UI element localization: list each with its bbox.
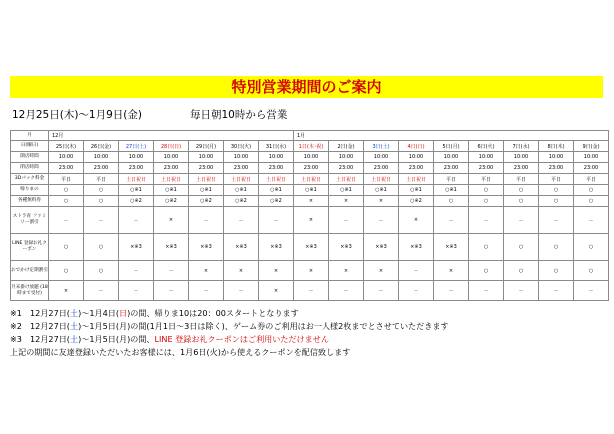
table-cell: ○ <box>84 261 119 281</box>
row-label: 閉店時間 <box>11 163 49 174</box>
table-cell: ○ <box>84 185 119 196</box>
table-cell: × <box>259 261 294 281</box>
table-cell: － <box>364 207 399 234</box>
table-cell: ×※3 <box>364 234 399 261</box>
note-4: 上記の期間に友達登録いただいたお客様には、1月6日(火)から使えるクーポンを配信致します <box>10 347 351 357</box>
table-cell: 23:00 <box>189 163 224 174</box>
table-cell: 土日祝日 <box>294 174 329 185</box>
table-cell: ○※2 <box>154 196 189 207</box>
table-cell: － <box>224 207 259 234</box>
table-cell: 10:00 <box>189 152 224 163</box>
table-row <box>11 196 609 207</box>
opening-hours: 毎日朝10時から営業 <box>190 109 288 121</box>
table-cell: 10:00 <box>49 152 84 163</box>
table-cell: × <box>364 261 399 281</box>
table-cell: ○ <box>574 185 609 196</box>
date-cell: 31日(水) <box>259 141 294 152</box>
table-cell: × <box>189 261 224 281</box>
table-cell: × <box>294 207 329 234</box>
table-cell: 23:00 <box>224 163 259 174</box>
table-cell: × <box>294 196 329 207</box>
table-cell: － <box>399 281 434 301</box>
table-cell: 平日 <box>504 174 539 185</box>
table-cell: 10:00 <box>329 152 364 163</box>
table-cell: － <box>294 281 329 301</box>
table-row <box>11 234 609 261</box>
table-cell: 土日祝日 <box>364 174 399 185</box>
row-label: 日(曜日) <box>11 141 49 152</box>
table-cell: － <box>189 207 224 234</box>
table-cell: ○ <box>539 234 574 261</box>
table-cell: ○※1 <box>224 185 259 196</box>
table-cell: － <box>154 281 189 301</box>
month-january: 1月 <box>294 131 609 141</box>
table-cell: － <box>399 261 434 281</box>
table-cell: 23:00 <box>469 163 504 174</box>
table-cell: 10:00 <box>469 152 504 163</box>
table-cell: ○※1 <box>294 185 329 196</box>
table-cell: ○※1 <box>154 185 189 196</box>
table-cell: － <box>329 207 364 234</box>
table-cell: × <box>399 207 434 234</box>
date-cell: 9日(金) <box>574 141 609 152</box>
table-row <box>11 261 609 281</box>
table-cell: 23:00 <box>259 163 294 174</box>
date-cell: 3日(土) <box>364 141 399 152</box>
table-cell: ○※2 <box>119 196 154 207</box>
date-cell: 26日(金) <box>84 141 119 152</box>
table-cell: 10:00 <box>154 152 189 163</box>
table-cell: ×※3 <box>189 234 224 261</box>
table-cell: 土日祝日 <box>189 174 224 185</box>
table-cell: × <box>224 261 259 281</box>
table-cell: ×※3 <box>329 234 364 261</box>
table-cell: ×※3 <box>224 234 259 261</box>
table-cell: × <box>294 261 329 281</box>
table-cell: × <box>329 196 364 207</box>
table-cell: ○※1 <box>329 185 364 196</box>
date-cell: 25日(木) <box>49 141 84 152</box>
table-cell: ×※3 <box>119 234 154 261</box>
table-cell: － <box>259 207 294 234</box>
table-cell: － <box>504 281 539 301</box>
table-cell: ○※1 <box>189 185 224 196</box>
table-cell: ○※1 <box>434 185 469 196</box>
schedule-table <box>10 130 609 301</box>
table-cell: ○ <box>49 196 84 207</box>
table-cell: ×※3 <box>434 234 469 261</box>
row-label: おでかけ定期割引 <box>11 261 49 281</box>
table-cell: ○※2 <box>399 196 434 207</box>
table-cell: ○ <box>84 196 119 207</box>
table-cell: － <box>119 207 154 234</box>
period-range: 12月25日(木)～1月9日(金) <box>12 109 142 121</box>
date-cell: 8日(木) <box>539 141 574 152</box>
date-cell: 27日(土) <box>119 141 154 152</box>
table-cell: ○ <box>539 261 574 281</box>
table-row <box>11 152 609 163</box>
table-cell: － <box>434 281 469 301</box>
table-cell: 23:00 <box>399 163 434 174</box>
date-cell: 7日(水) <box>504 141 539 152</box>
table-cell: 23:00 <box>434 163 469 174</box>
table-cell: 土日祝日 <box>399 174 434 185</box>
table-cell: 23:00 <box>154 163 189 174</box>
note-3: ※3 12月27日(土)～1月5日(月)の間、LINE 登録お礼クーポンはご利用いただけません <box>10 334 329 344</box>
table-cell: － <box>539 207 574 234</box>
date-row <box>11 141 609 152</box>
table-cell: × <box>259 281 294 301</box>
date-cell: 5日(月) <box>434 141 469 152</box>
table-cell: 平日 <box>469 174 504 185</box>
table-cell: 23:00 <box>504 163 539 174</box>
table-cell: － <box>154 261 189 281</box>
table-cell: × <box>49 281 84 301</box>
table-cell: ×※3 <box>154 234 189 261</box>
table-cell: 土日祝日 <box>224 174 259 185</box>
table-cell: － <box>119 261 154 281</box>
table-cell: 土日祝日 <box>259 174 294 185</box>
table-cell: 10:00 <box>364 152 399 163</box>
table-cell: 23:00 <box>574 163 609 174</box>
table-cell: ○ <box>469 261 504 281</box>
table-cell: 土日祝日 <box>329 174 364 185</box>
table-cell: ○ <box>49 261 84 281</box>
date-cell: 28日(日) <box>154 141 189 152</box>
table-cell: － <box>224 281 259 301</box>
notes <box>10 307 608 359</box>
table-cell: 土日祝日 <box>119 174 154 185</box>
table-cell: － <box>434 207 469 234</box>
table-cell: 10:00 <box>294 152 329 163</box>
row-label: 各種無料券 <box>11 196 49 207</box>
table-cell: － <box>189 281 224 301</box>
date-cell: 2日(金) <box>329 141 364 152</box>
table-cell: 23:00 <box>49 163 84 174</box>
table-cell: － <box>539 281 574 301</box>
table-cell: 10:00 <box>434 152 469 163</box>
page-title: 特別営業期間のご案内 <box>231 78 382 96</box>
table-cell: ○ <box>504 185 539 196</box>
table-cell: ×※3 <box>294 234 329 261</box>
table-cell: 10:00 <box>259 152 294 163</box>
table-cell: ○ <box>84 234 119 261</box>
table-row <box>11 207 609 234</box>
row-label: 帰りまの <box>11 185 49 196</box>
table-cell: ○※1 <box>364 185 399 196</box>
table-cell: 23:00 <box>539 163 574 174</box>
table-cell: ○ <box>49 185 84 196</box>
table-cell: 土日祝日 <box>154 174 189 185</box>
note-1: ※1 12月27日(土)～1月4日(日)の間、帰りま10は20：00スタートとなります <box>10 308 299 318</box>
table-cell: 10:00 <box>84 152 119 163</box>
table-cell: × <box>329 261 364 281</box>
table-cell: 平日 <box>434 174 469 185</box>
table-cell: ×※3 <box>399 234 434 261</box>
row-label: 開店時間 <box>11 152 49 163</box>
table-cell: － <box>364 281 399 301</box>
table-cell: 平日 <box>539 174 574 185</box>
table-cell: － <box>574 207 609 234</box>
table-cell: － <box>49 207 84 234</box>
table-cell: ○ <box>539 185 574 196</box>
table-cell: ○ <box>504 261 539 281</box>
page-title-banner <box>10 76 603 98</box>
table-cell: 平日 <box>49 174 84 185</box>
table-cell: 10:00 <box>539 152 574 163</box>
date-cell: 29日(月) <box>189 141 224 152</box>
table-cell: ○ <box>434 196 469 207</box>
table-cell: ○※2 <box>259 196 294 207</box>
table-cell: 平日 <box>574 174 609 185</box>
table-cell: － <box>469 281 504 301</box>
table-cell: － <box>469 207 504 234</box>
row-label: 3Dパック料金 <box>11 174 49 185</box>
table-cell: － <box>329 281 364 301</box>
table-cell: 23:00 <box>119 163 154 174</box>
table-cell: － <box>504 207 539 234</box>
table-cell: 23:00 <box>294 163 329 174</box>
table-cell: － <box>84 207 119 234</box>
table-row <box>11 281 609 301</box>
table-cell: ○※2 <box>224 196 259 207</box>
table-cell: ○ <box>469 196 504 207</box>
row-label: LINE 登録お礼クーポン <box>11 234 49 261</box>
table-row <box>11 185 609 196</box>
table-cell: ○ <box>574 234 609 261</box>
table-cell: ○※1 <box>259 185 294 196</box>
table-cell: × <box>154 207 189 234</box>
table-row <box>11 163 609 174</box>
table-cell: 10:00 <box>224 152 259 163</box>
row-label: 月末掛け放題 (18時まで受付) <box>11 281 49 301</box>
table-cell: × <box>434 261 469 281</box>
table-cell: 10:00 <box>399 152 434 163</box>
table-cell: － <box>574 281 609 301</box>
table-cell: ○ <box>469 234 504 261</box>
table-cell: ○ <box>504 234 539 261</box>
month-december: 12月 <box>49 131 294 141</box>
row-label: 月 <box>11 131 49 141</box>
table-cell: － <box>119 281 154 301</box>
table-cell: 10:00 <box>119 152 154 163</box>
table-cell: ×※3 <box>259 234 294 261</box>
table-cell: 平日 <box>84 174 119 185</box>
date-cell: 1日(木･祝) <box>294 141 329 152</box>
table-cell: ○ <box>469 185 504 196</box>
table-cell: ○※2 <box>189 196 224 207</box>
note-2: ※2 12月27日(土)～1月5日(月)の間(1月1日～3日は除く)、ゲーム券のご利用はお一人様2枚までとさせていただきます <box>10 321 449 331</box>
table-cell: ○ <box>504 196 539 207</box>
date-cell: 4日(日) <box>399 141 434 152</box>
date-cell: 6日(火) <box>469 141 504 152</box>
table-cell: ○ <box>49 234 84 261</box>
table-cell: ○※1 <box>119 185 154 196</box>
table-cell: 23:00 <box>84 163 119 174</box>
row-label: ストラ宵 ファミリー割引 <box>11 207 49 234</box>
table-cell: － <box>84 281 119 301</box>
table-cell: ○ <box>574 261 609 281</box>
table-row <box>11 174 609 185</box>
table-cell: 23:00 <box>329 163 364 174</box>
table-cell: × <box>364 196 399 207</box>
table-cell: 10:00 <box>504 152 539 163</box>
month-row <box>11 131 609 141</box>
date-cell: 30日(火) <box>224 141 259 152</box>
table-cell: ○ <box>574 196 609 207</box>
table-cell: 10:00 <box>574 152 609 163</box>
table-cell: ○※1 <box>399 185 434 196</box>
table-cell: ○ <box>539 196 574 207</box>
table-cell: 23:00 <box>364 163 399 174</box>
